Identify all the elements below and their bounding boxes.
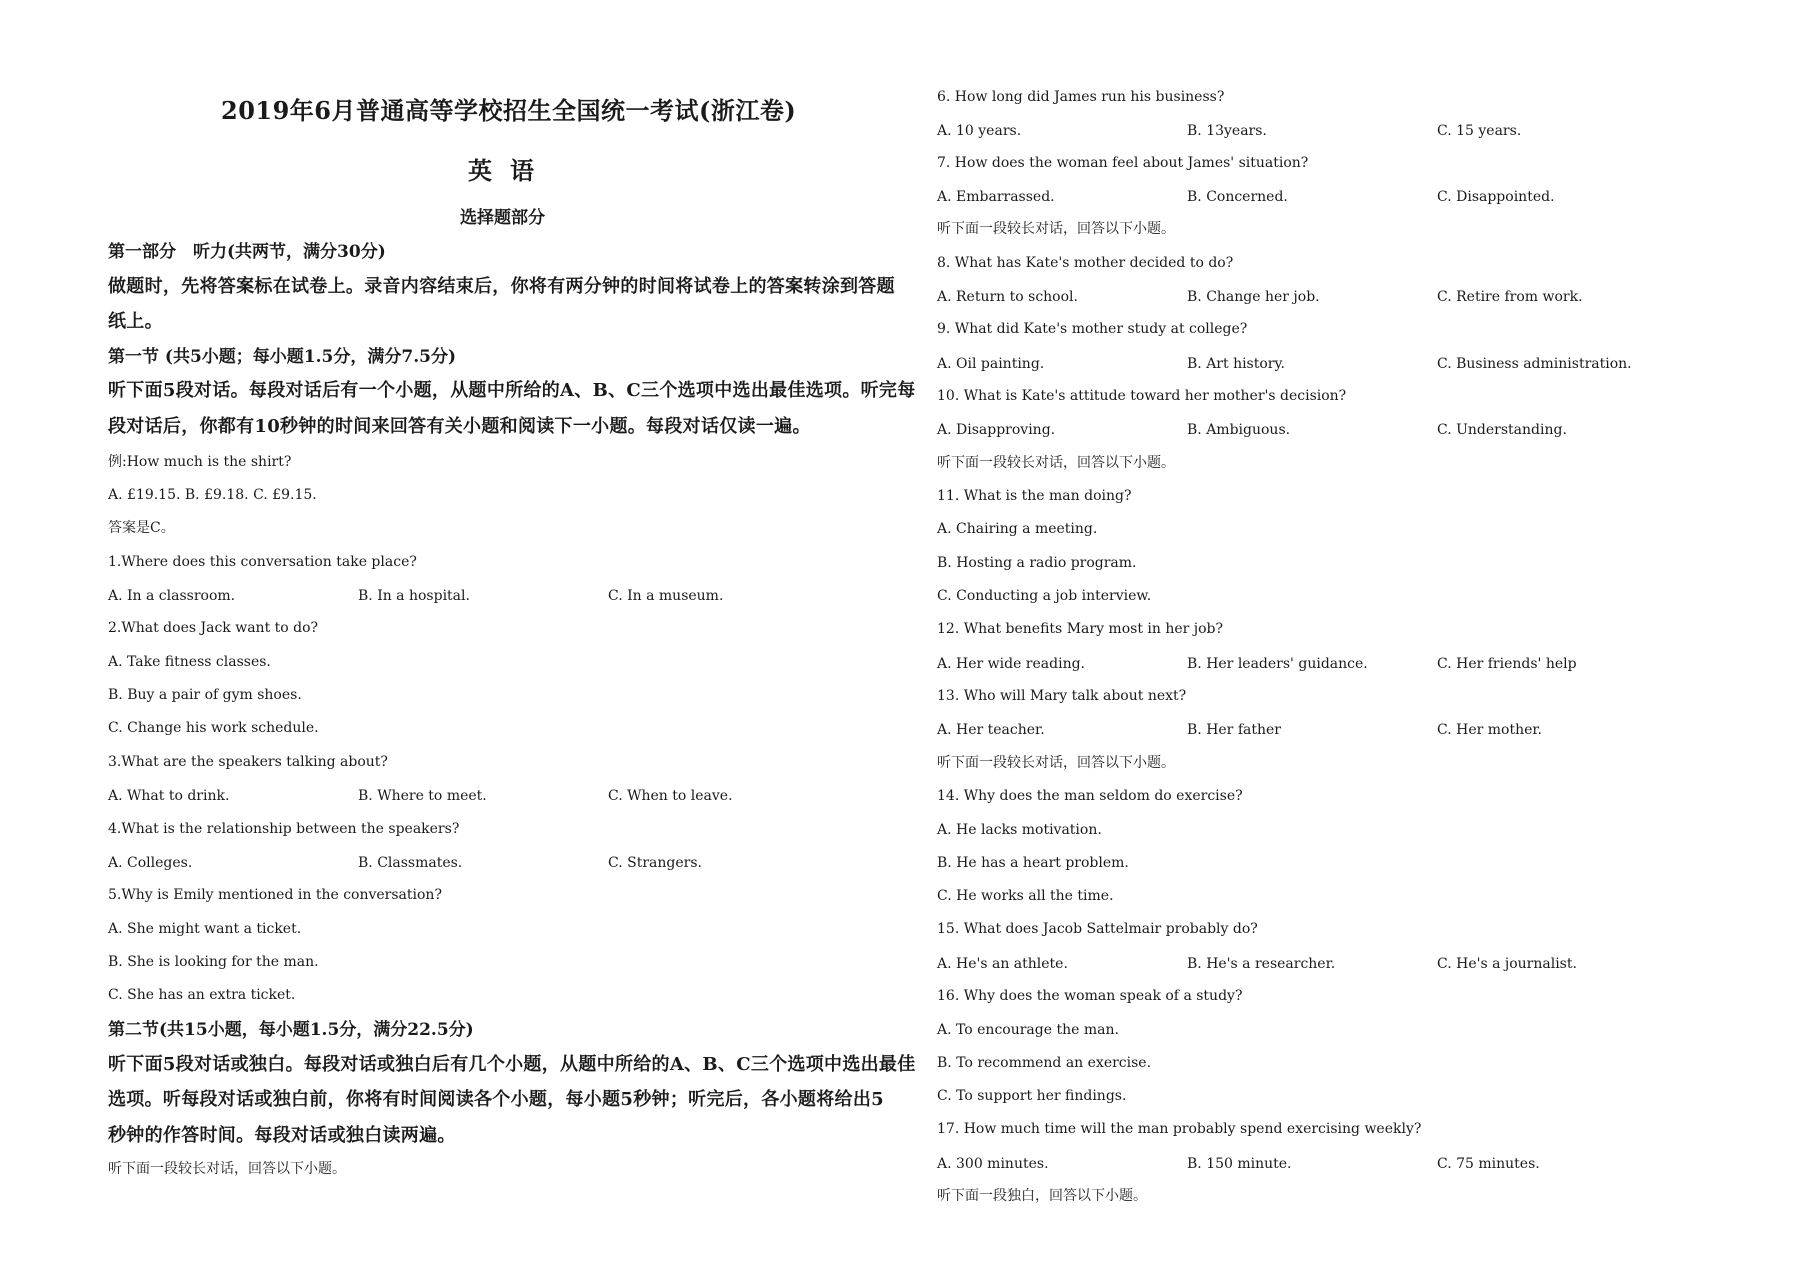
question: 15. What does Jacob Sattelmair probably do?: [937, 921, 1258, 937]
question: 7. How does the woman feel about James' situation?: [937, 155, 1309, 171]
option-row: [937, 656, 1737, 672]
listening-instruction: 听下面一段较长对话，回答以下小题。: [937, 221, 1175, 237]
option-b: B. Classmates.: [358, 855, 463, 871]
question: 9. What did Kate's mother study at college?: [937, 321, 1248, 337]
option-c: C. Change his work schedule.: [108, 720, 319, 736]
option-row: [937, 289, 1737, 305]
option-c: C. He's a journalist.: [1437, 956, 1577, 972]
option-b: B. Concerned.: [1187, 189, 1288, 205]
part-heading: 第一部分 听力(共两节，满分30分): [108, 242, 386, 262]
option-b: B. Change her job.: [1187, 289, 1320, 305]
option-a: A. He lacks motivation.: [937, 822, 1102, 838]
option-c: C. Retire from work.: [1437, 289, 1583, 305]
question: 13. Who will Mary talk about next?: [937, 688, 1187, 704]
option-a: A. Her wide reading.: [937, 656, 1085, 672]
option-a: A. 300 minutes.: [937, 1156, 1049, 1172]
option-b: B. Where to meet.: [358, 788, 487, 804]
option-a: A. Return to school.: [937, 289, 1078, 305]
option-b: B. Ambiguous.: [1187, 422, 1291, 438]
option-row: [937, 356, 1737, 372]
option-row: [108, 788, 908, 804]
option-a: A. Colleges.: [108, 855, 193, 871]
option-b: B. Her father: [1187, 722, 1281, 738]
option-b: B. To recommend an exercise.: [937, 1055, 1152, 1071]
question: 1.Where does this conversation take place?: [108, 554, 417, 570]
option-c: C. Strangers.: [608, 855, 702, 871]
option-c: C. In a museum.: [608, 588, 724, 604]
option-c: C. When to leave.: [608, 788, 733, 804]
option-a: A. Take fitness classes.: [108, 654, 271, 670]
option-row: [937, 189, 1737, 205]
option-a: A. To encourage the man.: [937, 1022, 1119, 1038]
option-b: B. 13years.: [1187, 123, 1267, 139]
section-heading: 第一节 (共5小题；每小题1.5分，满分7.5分): [108, 347, 456, 367]
option-c: C. He works all the time.: [937, 888, 1114, 904]
option-b: B. 150 minute.: [1187, 1156, 1292, 1172]
option-b: B. Buy a pair of gym shoes.: [108, 687, 302, 703]
option-c: C. Understanding.: [1437, 422, 1567, 438]
option-c: C. Her friends' help: [1437, 656, 1577, 672]
question: 3.What are the speakers talking about?: [108, 754, 388, 770]
option-c: C. Disappointed.: [1437, 189, 1555, 205]
option-a: A. He's an athlete.: [937, 956, 1068, 972]
example-question: 例:How much is the shirt?: [108, 454, 292, 470]
option-a: A. Her teacher.: [937, 722, 1045, 738]
question: 4.What is the relationship between the speakers?: [108, 821, 460, 837]
option-a: A. She might want a ticket.: [108, 921, 302, 937]
option-c: C. She has an extra ticket.: [108, 987, 296, 1003]
instruction-line: 秒钟的作答时间。每段对话或独白读两遍。: [108, 1125, 456, 1146]
instruction-line: 纸上。: [108, 311, 163, 332]
option-b: B. Art history.: [1187, 356, 1285, 372]
listening-instruction: 听下面一段较长对话，回答以下小题。: [937, 755, 1175, 771]
question: 10. What is Kate's attitude toward her mother's decision?: [937, 388, 1347, 404]
option-row: [937, 956, 1737, 972]
option-row: [108, 588, 908, 604]
option-row: [937, 1156, 1737, 1172]
instruction-line: 听下面5段对话或独白。每段对话或独白后有几个小题，从题中所给的A、B、C三个选项中选出最佳: [108, 1054, 916, 1075]
option-a: A. 10 years.: [937, 123, 1022, 139]
question: 5.Why is Emily mentioned in the conversation?: [108, 887, 442, 903]
option-b: B. He's a researcher.: [1187, 956, 1336, 972]
option-b: B. In a hospital.: [358, 588, 470, 604]
instruction-line: 选项。听每段对话或独白前，你将有时间阅读各个小题，每小题5秒钟；听完后，各小题将给出5: [108, 1089, 884, 1110]
option-a: A. Disapproving.: [937, 422, 1056, 438]
example-options: A. £19.15. B. £9.18. C. £9.15.: [108, 487, 317, 503]
option-c: C. Conducting a job interview.: [937, 588, 1152, 604]
question: 12. What benefits Mary most in her job?: [937, 621, 1224, 637]
instruction-line: 段对话后，你都有10秒钟的时间来回答有关小题和阅读下一小题。每段对话仅读一遍。: [108, 416, 811, 437]
option-c: C. 75 minutes.: [1437, 1156, 1540, 1172]
option-a: A. In a classroom.: [108, 588, 236, 604]
exam-title: 2019年6月普通高等学校招生全国统一考试(浙江卷): [221, 96, 797, 125]
question: 11. What is the man doing?: [937, 488, 1132, 504]
option-a: A. Oil painting.: [937, 356, 1045, 372]
listening-instruction: 听下面一段较长对话，回答以下小题。: [937, 455, 1175, 471]
section-heading: 第二节(共15小题，每小题1.5分，满分22.5分): [108, 1020, 474, 1040]
option-c: C. Her mother.: [1437, 722, 1542, 738]
option-a: A. What to drink.: [108, 788, 230, 804]
question: 2.What does Jack want to do?: [108, 620, 319, 636]
option-row: [937, 722, 1737, 738]
option-b: B. Her leaders' guidance.: [1187, 656, 1368, 672]
option-c: C. 15 years.: [1437, 123, 1522, 139]
option-b: B. She is looking for the man.: [108, 954, 319, 970]
option-b: B. He has a heart problem.: [937, 855, 1129, 871]
question: 6. How long did James run his business?: [937, 89, 1225, 105]
question: 14. Why does the man seldom do exercise?: [937, 788, 1243, 804]
section-header: 选择题部分: [460, 208, 545, 228]
question: 17. How much time will the man probably spend exercising weekly?: [937, 1121, 1422, 1137]
option-c: C. To support her findings.: [937, 1088, 1127, 1104]
option-b: B. Hosting a radio program.: [937, 555, 1137, 571]
option-a: A. Embarrassed.: [937, 189, 1055, 205]
example-answer: 答案是C。: [108, 520, 175, 536]
instruction-line: 做题时，先将答案标在试卷上。录音内容结束后，你将有两分钟的时间将试卷上的答案转涂到答题: [108, 276, 895, 297]
listening-instruction: 听下面一段独白，回答以下小题。: [937, 1188, 1147, 1204]
option-a: A. Chairing a meeting.: [937, 521, 1098, 537]
question: 8. What has Kate's mother decided to do?: [937, 255, 1234, 271]
listening-instruction: 听下面一段较长对话，回答以下小题。: [108, 1161, 346, 1177]
option-row: [937, 123, 1737, 139]
instruction-line: 听下面5段对话。每段对话后有一个小题，从题中所给的A、B、C三个选项中选出最佳选项。听完每: [108, 380, 916, 401]
question: 16. Why does the woman speak of a study?: [937, 988, 1243, 1004]
option-row: [937, 422, 1737, 438]
option-row: [108, 855, 908, 871]
option-c: C. Business administration.: [1437, 356, 1632, 372]
subject-title: 英语: [468, 156, 552, 185]
